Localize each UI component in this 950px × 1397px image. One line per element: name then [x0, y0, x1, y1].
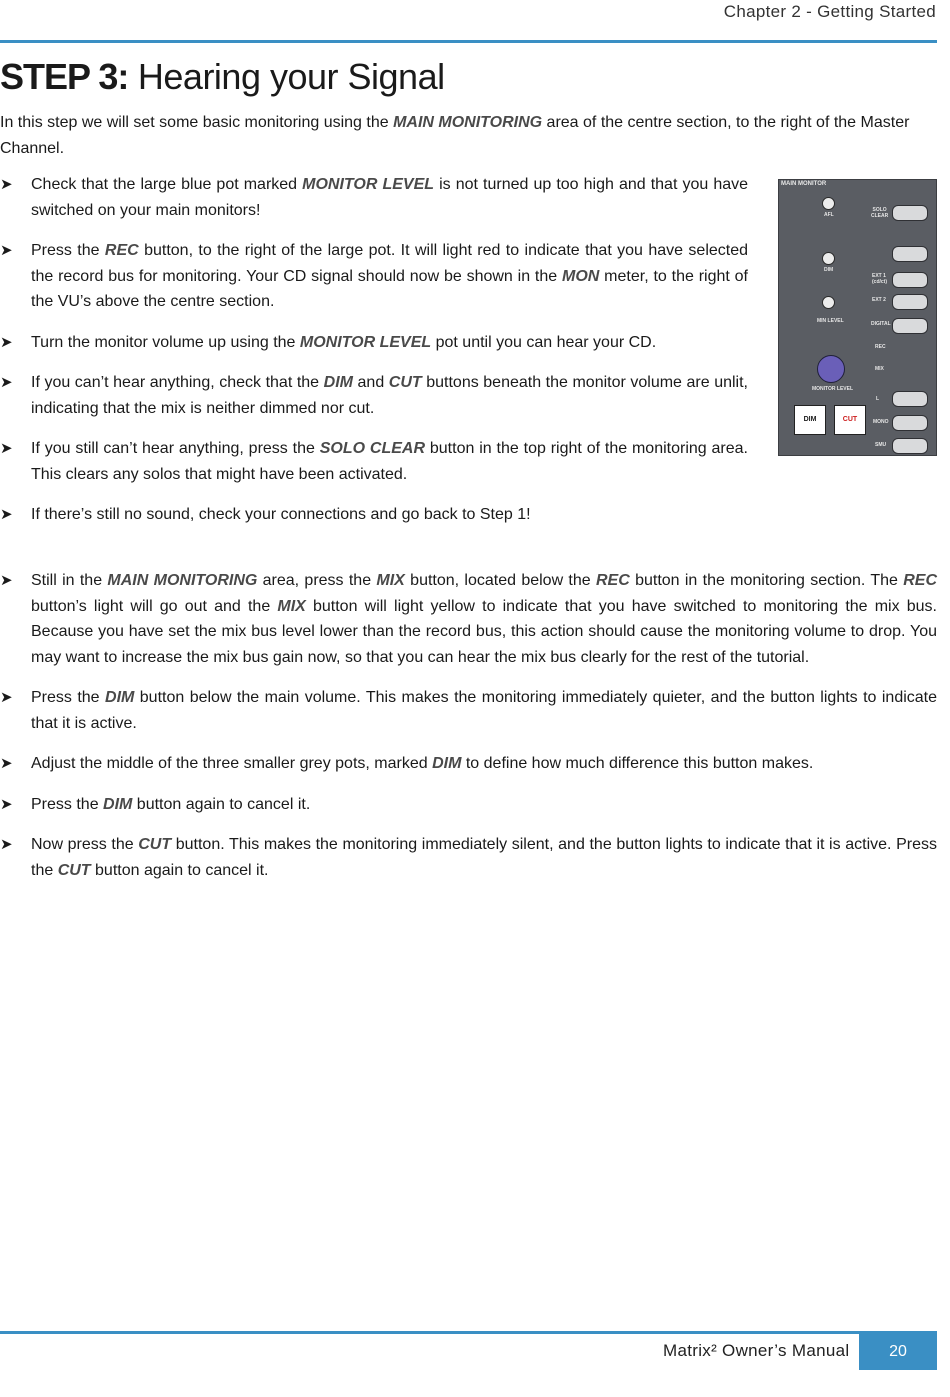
highlight-term: CUT: [57, 861, 91, 879]
smu-button: [892, 438, 928, 454]
bullet-arrow-icon: ➤: [0, 440, 13, 457]
bullet-arrow-icon: ➤: [0, 836, 13, 853]
solo-clear-button: [892, 205, 928, 221]
dim-button-image: DIM: [794, 405, 826, 435]
bullet-text: Press the: [31, 795, 104, 813]
dim-knob: [822, 252, 835, 265]
bullet-text: Press the: [31, 242, 105, 259]
bullet-text: button again to cancel it.: [132, 795, 311, 813]
bullet-list-first: [0, 172, 748, 543]
bullet-text: button. This makes the monitoring immediately silent, and the button lights to indicate that it is active. Press the: [31, 836, 937, 879]
intro-highlight: MAIN MONITORING: [393, 114, 543, 131]
highlight-term: REC: [104, 242, 139, 259]
highlight-term: MAIN MONITORING: [107, 572, 258, 589]
bullet-item: [0, 685, 937, 736]
bullet-text: button below the main volume. This makes the monitoring immediately quieter, and the button lights to indicate that it is active.: [31, 689, 938, 732]
highlight-term: REC: [903, 572, 938, 589]
ext2-button: [892, 294, 928, 310]
bullet-item: [0, 792, 937, 818]
bullet-text: is not turned up too high and that you have switched on your main monitors!: [31, 176, 749, 219]
highlight-term: DIM: [323, 374, 353, 391]
bullet-text: meter, to the right of the VU’s above the centre section.: [31, 267, 749, 310]
page-title: [0, 56, 445, 98]
highlight-term: DIM: [105, 689, 135, 706]
bullet-item: [0, 502, 748, 528]
bullet-arrow-icon: ➤: [0, 374, 13, 391]
bullet-arrow-icon: ➤: [0, 242, 13, 259]
bullet-text: buttons beneath the monitor volume are unlit, indicating that the mix is neither dimmed nor cut.: [31, 374, 748, 417]
mix-label: MIX: [875, 366, 884, 372]
bullet-item: [0, 751, 937, 777]
bullet-text: and: [352, 374, 389, 391]
manual-title: Matrix² Owner’s Manual: [663, 1341, 850, 1360]
highlight-term: SOLO CLEAR: [319, 440, 426, 457]
bullet-text: area, press the: [257, 572, 377, 589]
ext1-button: [892, 272, 928, 288]
bullet-text: button will light yellow to indicate that you have switched to monitoring the mix bus. Because you have set the mix bus level lower than the record bus, this action should cause the monitoring volume to drop. You may want to increase the mix bus gain now, so that you can hear the mix bus clearly for the rest of the tutorial.: [31, 597, 938, 666]
step-label: STEP 3:: [0, 56, 129, 97]
l-label: L: [876, 396, 880, 402]
level-knob: [822, 296, 835, 309]
bullet-arrow-icon: ➤: [0, 572, 13, 589]
highlight-term: REC: [595, 572, 630, 589]
highlight-term: MIX: [277, 597, 306, 615]
bullet-text: button’s light will go out and the: [31, 597, 278, 615]
bullet-text: Press the: [31, 689, 106, 706]
intro-paragraph: [0, 110, 937, 161]
bullet-item: [0, 370, 748, 421]
main-monitor-panel-image: [778, 179, 937, 456]
header-rule: [0, 40, 937, 43]
intro-text: In this step we will set some basic monitoring using the: [0, 114, 394, 131]
bullet-arrow-icon: ➤: [0, 333, 13, 351]
intro-text: area of the centre section, to the right of the Master Channel.: [0, 114, 910, 157]
l-button: [892, 391, 928, 407]
monitor-level-label: MONITOR LEVEL: [812, 386, 854, 392]
highlight-term: MIX: [376, 572, 405, 589]
ext2-label: EXT 2: [872, 297, 886, 303]
solo-clear-label: SOLO CLEAR: [871, 207, 889, 219]
bullet-item: [0, 172, 748, 223]
dim-pot-label: DIM: [824, 267, 834, 273]
bullet-item: [0, 832, 937, 883]
bullet-text: Check that the large blue pot marked: [31, 176, 303, 193]
digital-button: [892, 318, 928, 334]
ext1-label: EXT 1 (cd/ct): [872, 273, 887, 285]
bullet-text: Turn the monitor volume up using the: [31, 333, 300, 351]
bullet-arrow-icon: ➤: [0, 689, 13, 706]
bullet-text: button again to cancel it.: [90, 861, 269, 879]
bullet-text: If you can’t hear anything, check that the: [31, 374, 324, 391]
bullet-text: Still in the: [31, 572, 108, 589]
bullet-text: Now press the: [31, 836, 139, 853]
monitor-button-1: [892, 246, 928, 262]
panel-title: MAIN MONITOR: [781, 181, 827, 187]
highlight-term: CUT: [388, 374, 422, 391]
bullet-text: button, located below the: [404, 572, 596, 589]
highlight-term: CUT: [138, 836, 172, 853]
mon-level-small-label: MIN LEVEL: [817, 318, 844, 324]
page-number: 20: [859, 1333, 937, 1370]
step-title-text: Hearing your Signal: [137, 56, 445, 97]
bullet-arrow-icon: ➤: [0, 795, 13, 813]
bullet-text: If there’s still no sound, check your connections and go back to Step 1!: [31, 506, 531, 523]
bullet-arrow-icon: ➤: [0, 755, 13, 772]
bullet-text: button, to the right of the large pot. It will light red to indicate that you have selected the record bus for monitoring. Your CD signal should now be shown in the: [31, 242, 749, 285]
bullet-item: [0, 568, 937, 670]
chapter-title: Chapter 2 - Getting Started: [723, 2, 936, 21]
footer-rule: [0, 1331, 937, 1334]
highlight-term: MON: [562, 267, 600, 285]
bullet-text: Adjust the middle of the three smaller grey pots, marked: [31, 755, 433, 772]
highlight-term: MONITOR LEVEL: [302, 176, 435, 193]
bullet-text: to define how much difference this button makes.: [461, 755, 814, 772]
highlight-term: MONITOR LEVEL: [299, 333, 432, 351]
bullet-text: If you still can’t hear anything, press the: [31, 440, 320, 457]
mono-label: MONO: [873, 419, 889, 425]
bullet-list-second: [0, 568, 937, 898]
monitor-level-knob: [817, 355, 845, 383]
bullet-text: button in the top right of the monitoring area. This clears any solos that might have been activated.: [31, 440, 748, 483]
bullet-arrow-icon: ➤: [0, 506, 13, 523]
smu-label: SMU: [875, 442, 887, 448]
bullet-item: [0, 238, 748, 315]
bullet-item: [0, 436, 748, 487]
afl-knob: [822, 197, 835, 210]
bullet-text: button in the monitoring section. The: [629, 572, 904, 589]
rec-label: REC: [875, 344, 886, 350]
afl-label: AFL: [824, 212, 834, 218]
mono-button: [892, 415, 928, 431]
bullet-text: pot until you can hear your CD.: [431, 333, 657, 351]
bullet-arrow-icon: ➤: [0, 176, 13, 193]
digital-label: DIGITAL: [871, 321, 891, 327]
highlight-term: DIM: [432, 755, 462, 772]
cut-button-image: CUT: [834, 405, 866, 435]
highlight-term: DIM: [103, 795, 133, 813]
bullet-item: [0, 330, 748, 356]
